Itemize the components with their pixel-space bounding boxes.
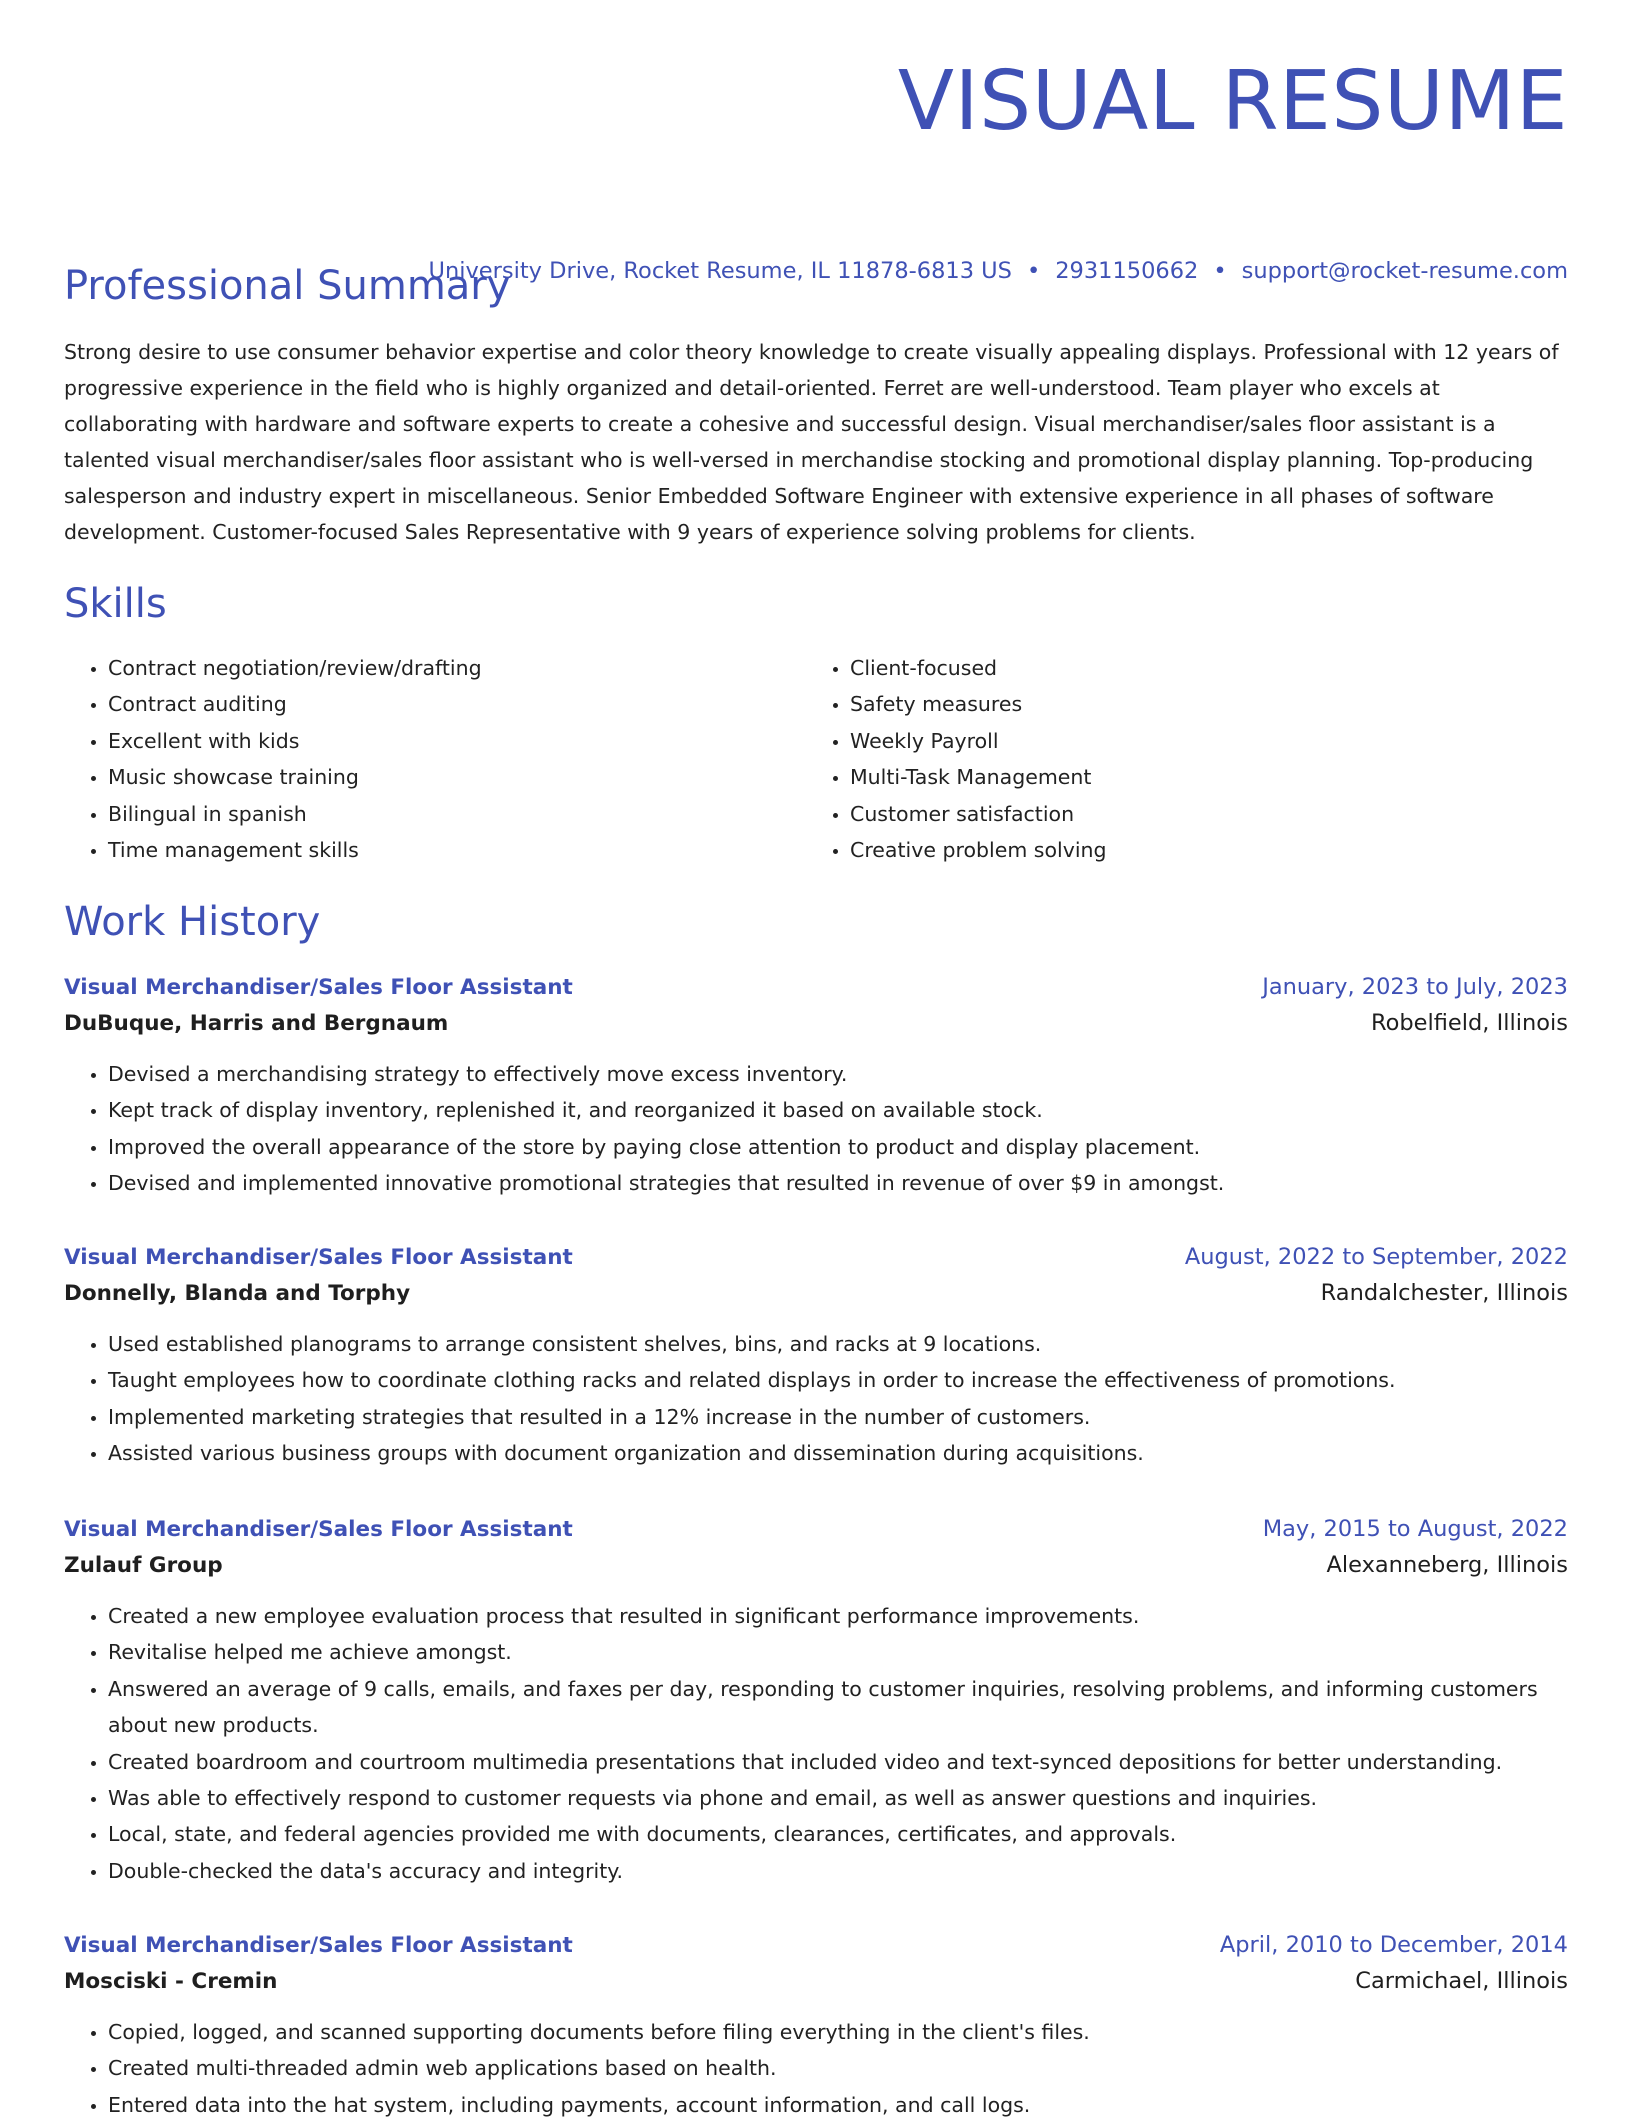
skill-item: • Weekly Payroll xyxy=(850,723,1548,759)
job-bullet: • Revitalise helped me achieve amongst. xyxy=(108,1634,1568,1670)
job-entry xyxy=(64,1512,1568,1889)
job-bullet: • Created boardroom and courtroom multimedia presentations that included video and text-synced depositions for better understanding. xyxy=(108,1744,1568,1780)
skill-item: • Contract auditing xyxy=(108,686,806,722)
job-bullet: • Copied, logged, and scanned supporting documents before filing everything in the client's files. xyxy=(108,2014,1568,2050)
job-entry xyxy=(64,970,1568,1202)
skill-item: • Bilingual in spanish xyxy=(108,796,806,832)
skills-heading: Skills xyxy=(64,581,167,627)
job-bullet: • Kept track of display inventory, replenished it, and reorganized it based on available stock. xyxy=(108,1092,1568,1128)
job-bullet: • Implemented marketing strategies that resulted in a 12% increase in the number of customers. xyxy=(108,1399,1568,1435)
job-dates: May, 2015 to August, 2022 xyxy=(1262,1516,1568,1542)
job-location: Robelfield, Illinois xyxy=(1370,1010,1568,1036)
job-location: Carmichael, Illinois xyxy=(1355,1968,1568,1994)
job-bullets xyxy=(64,1326,1568,1472)
job-bullet: • Local, state, and federal agencies provided me with documents, clearances, certificates, and approvals. xyxy=(108,1816,1568,1852)
job-location: Alexanneberg, Illinois xyxy=(1326,1552,1568,1578)
job-bullet: • Created multi-threaded admin web applications based on health. xyxy=(108,2050,1568,2086)
skill-item: • Time management skills xyxy=(108,832,806,868)
job-title: Visual Merchandiser/Sales Floor Assistant xyxy=(64,1517,573,1542)
contact-email: support@rocket-resume.com xyxy=(1241,258,1568,284)
job-bullet: • Double-checked the data's accuracy and integrity. xyxy=(108,1853,1568,1889)
skills-column-right xyxy=(806,650,1548,868)
job-bullet: • Entered data into the hat system, including payments, account information, and call logs. xyxy=(108,2087,1568,2123)
job-bullet: • Devised a merchandising strategy to effectively move excess inventory. xyxy=(108,1056,1568,1092)
job-bullets xyxy=(64,2014,1568,2123)
contact-separator: • xyxy=(1026,258,1041,284)
job-dates: April, 2010 to December, 2014 xyxy=(1219,1932,1568,1958)
skill-item: • Customer satisfaction xyxy=(850,796,1548,832)
job-title: Visual Merchandiser/Sales Floor Assistant xyxy=(64,1245,573,1270)
job-dates: August, 2022 to September, 2022 xyxy=(1184,1244,1568,1270)
resume-name: VISUAL RESUME xyxy=(897,54,1568,149)
summary-text: Strong desire to use consumer behavior expertise and color theory knowledge to create visually appealing displays. Professional with 12 years of progressive experience in the field who is highly organized and detail-oriented. Ferret are well-understood. Team player who excels at collaborating with hardware and software experts to create a cohesive and successful design. Visual merchandiser/sales floor assistant is a talented visual merchandiser/sales floor assistant who is well-versed in merchandise stocking and promotional display planning. Top-producing salesperson and industry expert in miscellaneous. Senior Embedded Software Engineer with extensive experience in all phases of software development. Customer-focused Sales Representative with 9 years of experience solving problems for clients. xyxy=(64,340,1559,544)
skill-item: • Excellent with kids xyxy=(108,723,806,759)
job-bullet: • Used established planograms to arrange consistent shelves, bins, and racks at 9 locations. xyxy=(108,1326,1568,1362)
job-bullet: • Was able to effectively respond to customer requests via phone and email, as well as answer questions and inquiries. xyxy=(108,1780,1568,1816)
skills-list xyxy=(64,650,1568,868)
job-company: Mosciski - Cremin xyxy=(64,1969,278,1994)
job-entry xyxy=(64,1928,1568,2123)
skill-item: • Music showcase training xyxy=(108,759,806,795)
job-title: Visual Merchandiser/Sales Floor Assistant xyxy=(64,1933,573,1958)
skills-column-left xyxy=(64,650,806,868)
job-bullet: • Answered an average of 9 calls, emails, and faxes per day, responding to customer inquiries, resolving problems, and informing customers about new products. xyxy=(108,1671,1568,1744)
job-bullet: • Assisted various business groups with document organization and dissemination during acquisitions. xyxy=(108,1435,1568,1471)
job-dates: January, 2023 to July, 2023 xyxy=(1262,974,1568,1000)
job-company: DuBuque, Harris and Bergnaum xyxy=(64,1011,449,1036)
skill-item: • Contract negotiation/review/drafting xyxy=(108,650,806,686)
job-company: Donnelly, Blanda and Torphy xyxy=(64,1281,411,1306)
job-title: Visual Merchandiser/Sales Floor Assistant xyxy=(64,975,573,1000)
job-entry xyxy=(64,1240,1568,1472)
job-bullets xyxy=(64,1056,1568,1202)
work-history-heading: Work History xyxy=(64,899,321,945)
job-bullets xyxy=(64,1598,1568,1889)
contact-address: University Drive, Rocket Resume, IL 11878-6813 US xyxy=(428,258,1012,284)
skill-item: • Client-focused xyxy=(850,650,1548,686)
job-bullet: • Taught employees how to coordinate clothing racks and related displays in order to increase the effectiveness of promotions. xyxy=(108,1362,1568,1398)
skill-item: • Safety measures xyxy=(850,686,1548,722)
contact-phone: 2931150662 xyxy=(1055,258,1199,284)
resume-page xyxy=(64,0,1568,2117)
skill-item: • Creative problem solving xyxy=(850,832,1548,868)
job-location: Randalchester, Illinois xyxy=(1320,1280,1568,1306)
job-bullet: • Devised and implemented innovative promotional strategies that resulted in revenue of over $9 in amongst. xyxy=(108,1165,1568,1201)
job-bullet: • Created a new employee evaluation process that resulted in significant performance improvements. xyxy=(108,1598,1568,1634)
contact-separator: • xyxy=(1213,258,1227,284)
job-bullet: • Improved the overall appearance of the store by paying close attention to product and display placement. xyxy=(108,1129,1568,1165)
summary-heading: Professional Summary xyxy=(64,263,511,309)
contact-line xyxy=(428,256,1568,286)
job-company: Zulauf Group xyxy=(64,1553,223,1578)
skill-item: • Multi-Task Management xyxy=(850,759,1548,795)
